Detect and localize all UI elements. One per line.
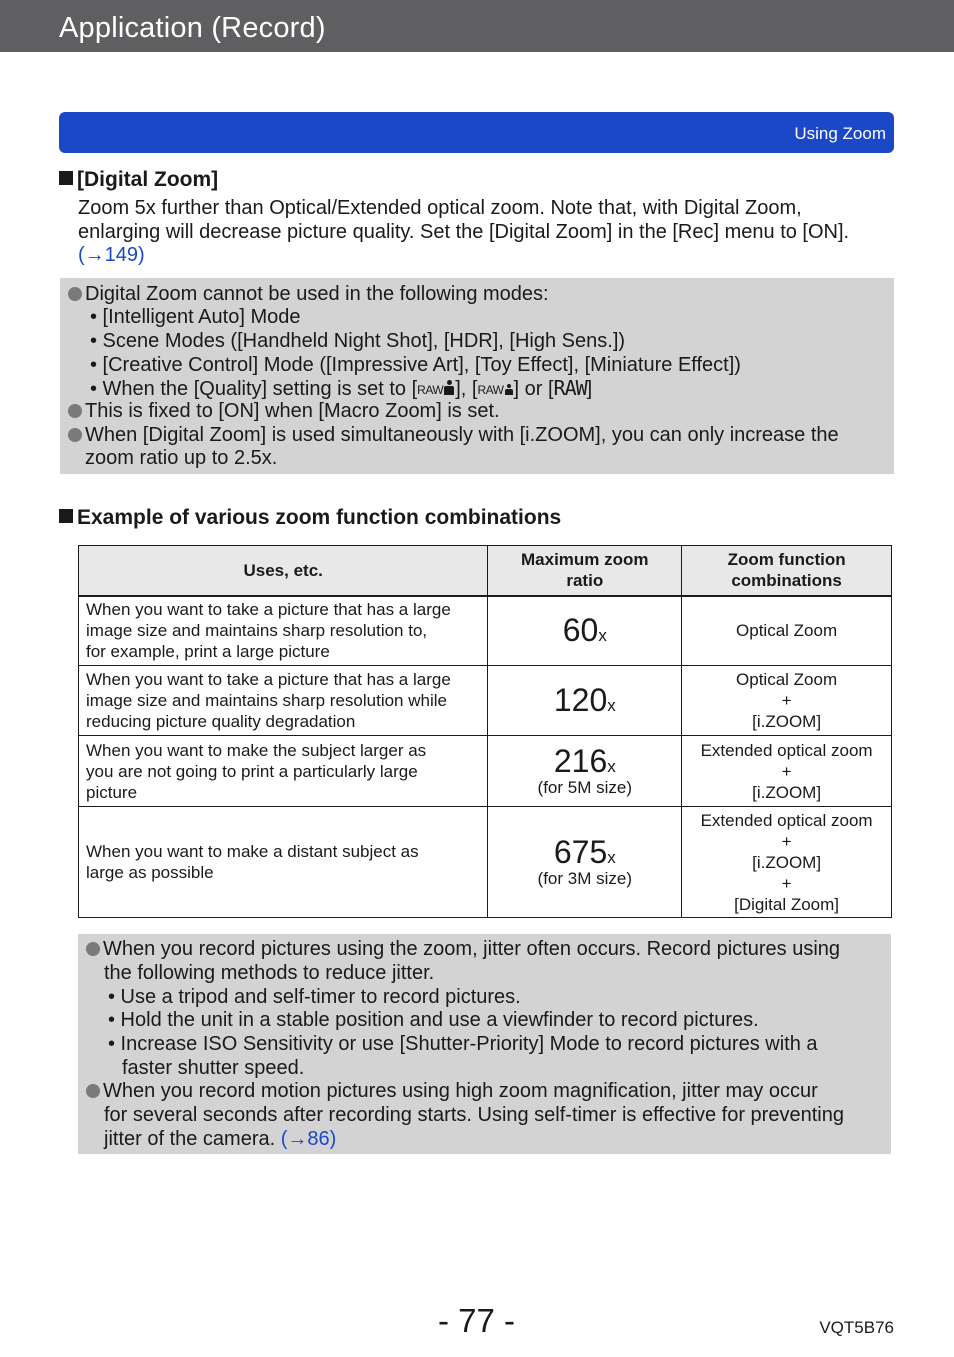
example-heading-text: Example of various zoom function combinations — [77, 506, 562, 529]
section-bar — [59, 112, 894, 153]
combo-cell — [682, 666, 892, 736]
bullet-dot-icon — [68, 428, 82, 442]
note-bullet-item — [86, 938, 840, 962]
ratio-cell — [488, 807, 682, 918]
note-sub-item-continued: faster shutter speed. — [122, 1057, 305, 1079]
note-text-continued: the following methods to reduce jitter. — [104, 962, 435, 984]
note-bullet-item — [68, 283, 549, 307]
col-header-max-ratio — [488, 546, 682, 596]
page-title: Application (Record) — [59, 12, 326, 44]
note-text: ] — [586, 378, 593, 400]
uses-text: picture — [86, 782, 138, 802]
note-text: When you record motion pictures using high zoom magnification, jitter may occur — [103, 1080, 818, 1102]
uses-text: When you want to make the subject larger as — [86, 740, 427, 760]
table-row — [79, 596, 892, 666]
uses-text: image size and maintains sharp resolution while — [86, 691, 447, 710]
note-text-continued — [104, 1128, 336, 1152]
uses-text: you are not going to print a particularly large — [86, 761, 418, 781]
combo-text: Extended optical zoom — [700, 810, 873, 830]
ratio-value: 675 — [553, 833, 608, 870]
header-text: Maximum zoom — [521, 550, 649, 570]
note-sub-item: • [Creative Control] Mode ([Impressive Art], [Toy Effect], [Miniature Effect]) — [90, 354, 741, 376]
col-header-combinations — [682, 546, 892, 596]
ratio-unit: x — [607, 847, 616, 867]
note-text: ] or [ — [513, 378, 554, 400]
raw-icon: RAW — [553, 376, 587, 400]
combo-text: Optical Zoom — [736, 670, 838, 689]
ratio-cell — [488, 736, 682, 807]
raw-small-text: RAW — [417, 383, 444, 397]
note-sub-item-quality — [90, 377, 592, 403]
note-bullet-item — [68, 424, 839, 448]
combo-text: Optical Zoom — [736, 621, 838, 641]
note-bullet-item — [68, 400, 500, 424]
header-bar — [0, 0, 954, 52]
note-text-continued: zoom ratio up to 2.5x. — [85, 447, 278, 469]
uses-cell — [79, 596, 488, 666]
ratio-value: 60 — [562, 612, 599, 649]
jitter-note-box — [78, 934, 891, 1154]
page-ref-link-149[interactable]: (→149) — [78, 244, 145, 266]
note-sub-item: • Increase ISO Sensitivity or use [Shutter-Priority] Mode to record pictures with a — [108, 1033, 818, 1055]
fine-quality-icon — [443, 380, 455, 396]
uses-text: large as possible — [86, 863, 214, 882]
note-text: When you record pictures using the zoom, jitter often occurs. Record pictures using — [103, 938, 841, 960]
document-code: VQT5B76 — [819, 1318, 894, 1337]
note-sub-item: • Use a tripod and self-timer to record pictures. — [108, 986, 521, 1008]
digital-zoom-description — [78, 197, 894, 268]
ratio-note: (for 3M size) — [537, 868, 633, 888]
table-row — [79, 807, 892, 918]
header-text: ratio — [566, 571, 604, 591]
ratio-unit: x — [598, 626, 607, 646]
note-sub-item: • Hold the unit in a stable position and use a viewfinder to record pictures. — [108, 1009, 759, 1031]
table-row — [79, 736, 892, 807]
combo-text: [i.ZOOM] — [752, 712, 822, 731]
uses-cell — [79, 736, 488, 807]
uses-cell — [79, 807, 488, 918]
ratio-unit: x — [607, 696, 616, 715]
combo-text: + — [781, 873, 792, 893]
bullet-dot-icon — [86, 942, 100, 956]
digital-zoom-heading-text: [Digital Zoom] — [77, 168, 219, 191]
ratio-value: 120 — [553, 682, 608, 718]
page-ref-link-86[interactable]: (→86) — [280, 1128, 337, 1150]
uses-cell — [79, 666, 488, 736]
table-row — [79, 666, 892, 736]
note-sub-item: • [Intelligent Auto] Mode — [90, 306, 301, 328]
note-sub-item: • Scene Modes ([Handheld Night Shot], [HDR], [High Sens.]) — [90, 330, 626, 352]
combo-text: [Digital Zoom] — [734, 894, 840, 914]
combo-text: + — [781, 691, 792, 710]
standard-quality-icon — [504, 384, 514, 396]
uses-text: When you want to take a picture that has a large — [86, 600, 451, 620]
uses-text: for example, print a large picture — [86, 642, 330, 662]
note-bullet-item — [86, 1080, 818, 1104]
square-bullet-icon — [59, 509, 73, 523]
square-bullet-icon — [59, 171, 73, 185]
combo-text: + — [781, 761, 792, 781]
raw-standard-icon — [477, 379, 513, 403]
example-heading — [59, 506, 561, 530]
ratio-cell — [488, 596, 682, 666]
note-text: This is fixed to [ON] when [Macro Zoom] is set. — [85, 400, 500, 422]
uses-text: reducing picture quality degradation — [86, 712, 356, 731]
description-line: Zoom 5x further than Optical/Extended optical zoom. Note that, with Digital Zoom, — [78, 197, 802, 219]
note-text: • When the [Quality] setting is set to [ — [90, 378, 418, 400]
header-text: combinations — [731, 571, 842, 591]
combo-text: [i.ZOOM] — [752, 852, 822, 872]
combo-text: [i.ZOOM] — [752, 782, 822, 802]
raw-fine-icon — [417, 379, 455, 403]
col-header-uses: Uses, etc. — [79, 546, 488, 596]
ratio-cell — [488, 666, 682, 736]
zoom-combinations-table — [78, 545, 892, 918]
page-number: - 77 - — [438, 1302, 516, 1339]
uses-text: When you want to make a distant subject as — [86, 842, 419, 861]
combo-cell — [682, 807, 892, 918]
ratio-note: (for 5M size) — [537, 777, 633, 797]
raw-small-text: RAW — [477, 383, 504, 397]
digital-zoom-heading — [59, 168, 218, 192]
note-text: When [Digital Zoom] is used simultaneously with [i.ZOOM], you can only increase the — [85, 424, 839, 446]
section-label: Using Zoom — [794, 124, 886, 143]
restrictions-note-box — [60, 278, 894, 474]
note-text: jitter of the camera. — [104, 1128, 276, 1150]
bullet-dot-icon — [68, 404, 82, 418]
bullet-dot-icon — [86, 1084, 100, 1098]
uses-text: When you want to take a picture that has a large — [86, 670, 451, 689]
ratio-unit: x — [607, 756, 616, 776]
note-text: Digital Zoom cannot be used in the following modes: — [85, 283, 549, 305]
description-line: enlarging will decrease picture quality. Set the [Digital Zoom] in the [Rec] menu to [ON]. — [78, 220, 850, 243]
ratio-value: 216 — [553, 742, 608, 779]
combo-text: + — [781, 831, 792, 851]
table-header-row — [79, 546, 892, 596]
combo-text: Extended optical zoom — [700, 740, 873, 760]
header-text: Zoom function — [727, 550, 846, 570]
combo-cell — [682, 596, 892, 666]
note-text-continued: for several seconds after recording starts. Using self-timer is effective for preventing — [104, 1104, 844, 1126]
combo-cell — [682, 736, 892, 807]
note-text: ], [ — [455, 378, 478, 400]
uses-text: image size and maintains sharp resolution to, — [86, 621, 428, 641]
bullet-dot-icon — [68, 287, 82, 301]
